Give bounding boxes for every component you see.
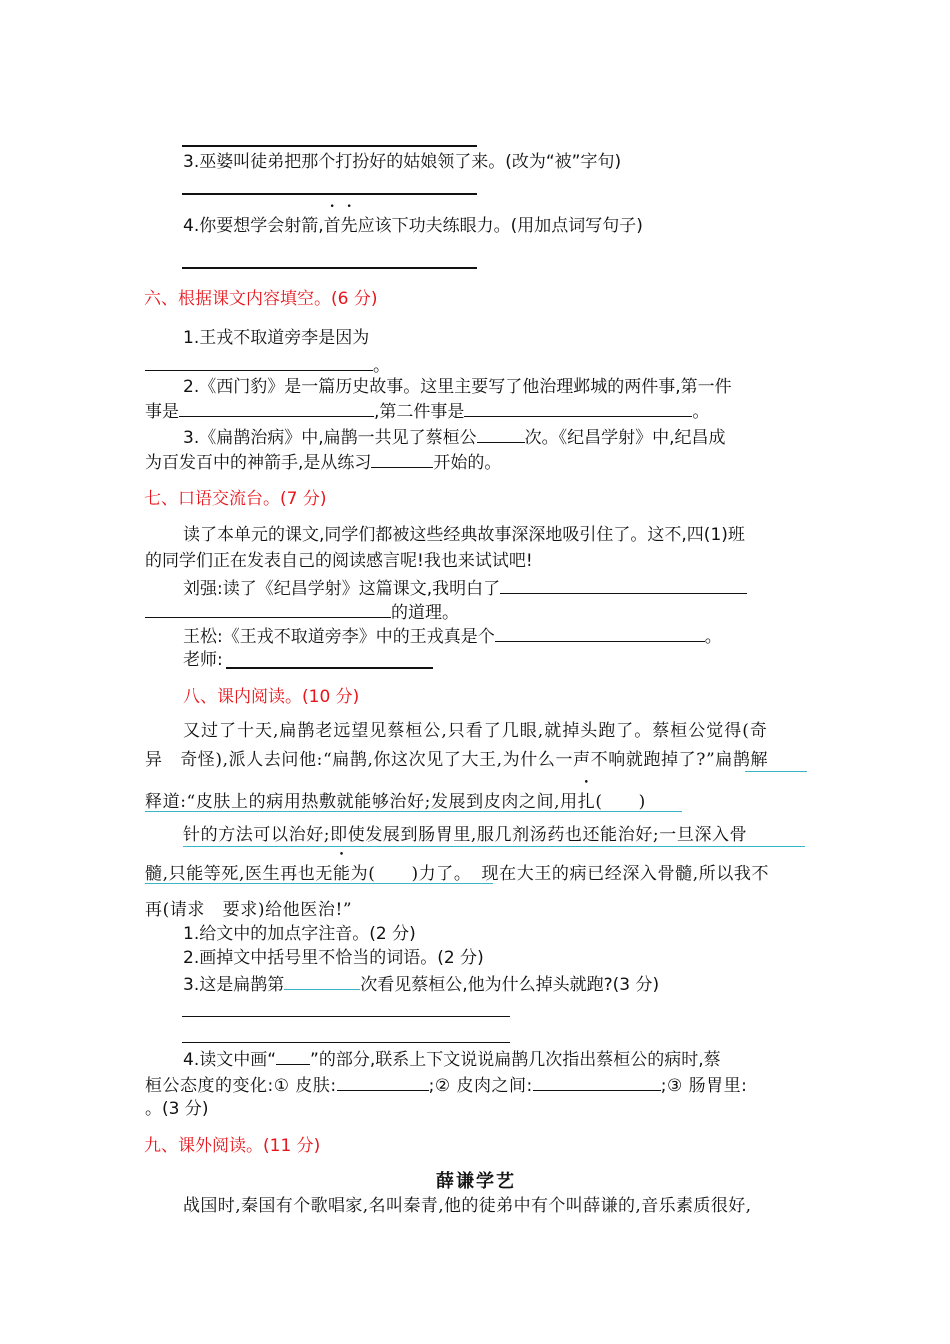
dialogue-line: 老师:: [183, 650, 223, 670]
fill-blank[interactable]: [179, 398, 374, 417]
question-text: 1.王戎不取道旁李是因为: [183, 328, 370, 348]
emphasis-dot-char: 能: [333, 864, 351, 884]
answer-line[interactable]: [182, 1042, 510, 1043]
answer-line[interactable]: [182, 193, 477, 195]
passage-line: 战国时,秦国有个歌唱家,名叫秦青,他的徒弟中有个叫薛谦的,音乐素质很好,: [183, 1196, 752, 1216]
underline-mark: [183, 846, 805, 847]
answer-line[interactable]: [182, 1016, 510, 1017]
question-text: 3.这是扁鹊第 次看见蔡桓公,他为什么掉头就跑?(3 分): [183, 971, 659, 997]
pinyin-blank[interactable]: [603, 789, 639, 807]
paragraph-text: 的同学们正在发表自己的阅读感言呢!我也来试试吧!: [145, 551, 533, 571]
section-heading: 六、根据课文内容填空。(6 分): [144, 289, 378, 309]
answer-line[interactable]: [182, 267, 477, 269]
answer-line[interactable]: [226, 667, 433, 669]
emphasis-dot-char: 首: [323, 216, 341, 236]
fill-blank[interactable]: [477, 424, 525, 443]
paragraph-text: 读了本单元的课文,同学们都被这些经典故事深深地吸引住了。这不,四(1)班: [183, 525, 745, 545]
question-text: 2.《西门豹》是一篇历史故事。这里主要写了他治理邺城的两件事,第一件: [183, 377, 732, 397]
fill-blank[interactable]: [464, 398, 692, 417]
fill-blank[interactable]: [371, 449, 433, 468]
passage-line: 异 奇怪),派人去问他:“扁鹊,你这次见了大王,为什么一声不响就跑掉了?”扁鹊解: [145, 750, 769, 770]
question-text: 4.读文中画“ ”的部分,联系上下文说说扁鹊几次指出蔡桓公的病时,蔡: [183, 1046, 721, 1072]
fill-blank[interactable]: [500, 575, 747, 594]
underline-mark: [145, 883, 493, 884]
passage-line: 针的方法可以治好;即使发展到肠胃里,服几剂汤药也还能治好;一旦深入骨: [183, 825, 748, 845]
passage-line: 又过了十天,扁鹊老远望见蔡桓公,只看了几眼,就掉头跑了。蔡桓公觉得(奇: [183, 721, 768, 741]
question-text: 。(3 分): [145, 1099, 209, 1119]
pinyin-blank[interactable]: [375, 861, 411, 879]
fill-blank[interactable]: [145, 599, 391, 618]
section-heading: 七、口语交流台。(7 分): [144, 489, 327, 509]
underline-mark: [145, 811, 682, 812]
fill-blank[interactable]: [533, 1072, 661, 1091]
question-text: 1.给文中的加点字注音。(2 分): [183, 924, 416, 944]
emphasis-dot-char: 扎: [577, 792, 596, 812]
section-heading: 九、课外阅读。(11 分): [144, 1136, 321, 1156]
dialogue-line: 的道理。: [145, 599, 459, 625]
question-text: 3.《扁鹊治病》中,扁鹊一共见了蔡桓公 次。《纪昌学射》中,纪昌成: [183, 424, 726, 450]
question-text: 2.画掉文中括号里不恰当的词语。(2 分): [183, 948, 484, 968]
question-text: 3.巫婆叫徒弟把那个打扮好的姑娘领了来。(改为“被”字句): [183, 152, 622, 172]
underline-sample: [276, 1046, 310, 1065]
fill-blank[interactable]: [145, 352, 373, 371]
question-text: 4.你要想学会射箭,首先应该下功夫练眼力。(用加点词写句子): [183, 216, 643, 236]
passage-line: 释道:“皮肤上的病用热敷就能够治好;发展到皮肉之间,用扎( ): [145, 789, 646, 814]
passage-line: 髓,只能等死,医生再也无能为( )力了。 现在大王的病已经深入骨髓,所以我不: [145, 861, 769, 886]
dialogue-line: 刘强:读了《纪昌学射》这篇课文,我明白了: [183, 575, 747, 601]
fill-blank[interactable]: [284, 971, 360, 990]
question-text: 为百发百中的神箭手,是从练习 开始的。: [145, 449, 501, 475]
fill-blank[interactable]: [337, 1072, 429, 1091]
answer-line[interactable]: [182, 145, 477, 147]
fill-blank[interactable]: [495, 623, 705, 642]
dialogue-line: 王松:《王戎不取道旁李》中的王戎真是个 。: [183, 623, 722, 649]
emphasis-dot-char: 先: [340, 216, 358, 236]
section-heading: 八、课内阅读。(10 分): [183, 687, 360, 707]
question-text: 桓公态度的变化:① 皮肤: ;② 皮肉之间: ;③ 肠胃里:: [145, 1072, 747, 1098]
question-text: 事是 ,第二件事是 。: [145, 398, 709, 424]
passage-title: 薛谦学艺: [436, 1171, 516, 1192]
passage-line: 再(请求 要求)给他医治!”: [145, 900, 353, 920]
question-text: 。: [145, 352, 390, 378]
underline-mark: [745, 771, 807, 772]
